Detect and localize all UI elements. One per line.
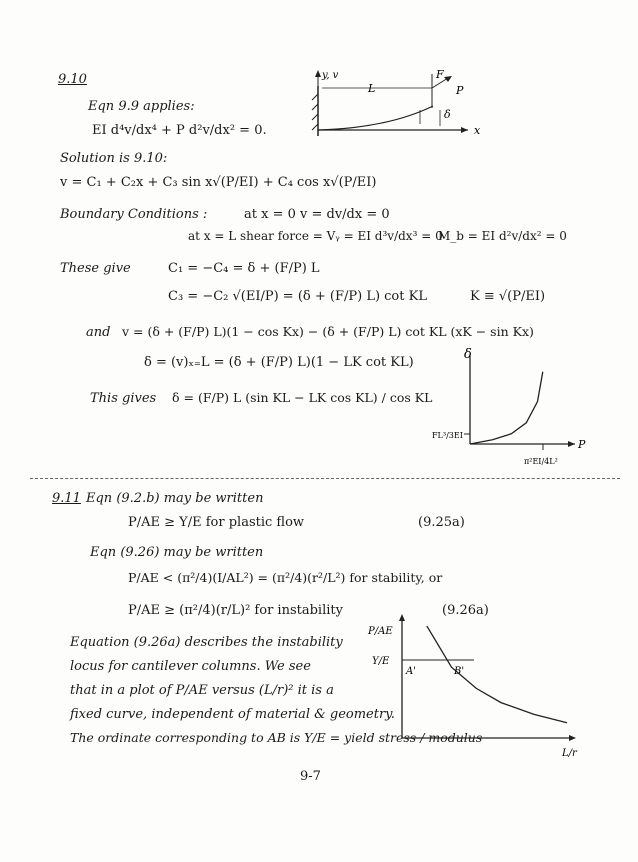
plastic-flow-inequality: P/AE ≥ Y/E for plastic flow (128, 515, 305, 530)
section-divider (30, 478, 620, 479)
bc-at-zero: at x = 0 v = dv/dx = 0 (244, 207, 390, 222)
chart2-x-label: L/r (562, 748, 577, 759)
chart2-point-b: B' (454, 666, 465, 677)
sketch-delta-label: δ (444, 108, 451, 121)
chart1-y-label: δ (464, 347, 472, 362)
governing-equation: EI d⁴v/dx⁴ + P d²v/dx² = 0. (92, 123, 267, 138)
paragraph-line-5: The ordinate corresponding to AB is Y/E = yield stress / modulus (70, 730, 483, 745)
solution-intro: Solution is 9.10: (60, 151, 168, 166)
chart1-x-tick: π²EI/4L² (524, 457, 558, 466)
delta-vs-p-chart (430, 348, 590, 478)
chart2-point-a: A' (406, 666, 416, 677)
tip-deflection-equation: δ = (v)ₓ₌L = (δ + (F/P) L)(1 − LK cot KL) (144, 355, 414, 370)
eq-applies-text: Eqn 9.9 applies: (88, 99, 195, 114)
eqn-line-2: Eqn (9.26) may be written (90, 545, 264, 560)
these-give-text: These give (60, 261, 131, 276)
k-definition: K ≡ √(P/EI) (470, 289, 546, 304)
deflection-equation: v = (δ + (F/P) L)(1 − cos Kx) − (δ + (F/P) L) cot KL (xK − sin Kx) (122, 324, 534, 339)
result-equation: δ = (F/P) L (sin KL − LK cos KL) / cos KL (172, 390, 433, 405)
and-text: and (86, 325, 111, 340)
bc-at-length: at x = L shear force = Vᵧ = EI d³v/dx³ = 0 (188, 229, 443, 243)
chart1-y-tick: FL³/3EI (432, 431, 463, 440)
eqn-line-1: Eqn (9.2.b) may be written (86, 491, 264, 506)
sketch-p-label: P (456, 84, 464, 97)
chart2-y-label: P/AE (368, 626, 393, 637)
paragraph-line-4: fixed curve, independent of material & geometry. (70, 707, 395, 722)
constant-c1: C₁ = −C₄ = δ + (F/P) L (168, 261, 320, 276)
paragraph-line-2: locus for cantilever columns. We see (70, 659, 311, 674)
sketch-l-label: L (368, 82, 376, 95)
general-solution: v = C₁ + C₂x + C₃ sin x√(P/EI) + C₄ cos x√(P/EI) (60, 175, 377, 190)
instability-locus-chart (362, 610, 582, 760)
sketch-f-label: F (436, 68, 444, 81)
sketch-v-label: y, v (322, 70, 339, 81)
bc-moment: M_b = EI d²v/dx² = 0 (438, 229, 567, 243)
eq-ref-9-26a: (9.26a) (442, 603, 489, 618)
paragraph-line-1: Equation (9.26a) describes the instability (70, 635, 343, 650)
page-number: 9-7 (300, 769, 321, 784)
bc-label: Boundary Conditions : (60, 207, 208, 222)
chart2-level-label: Y/E (372, 656, 390, 667)
problem-number-9-10: 9.10 (58, 72, 87, 87)
problem-number-9-11: 9.11 (52, 491, 81, 506)
chart1-series-line (470, 372, 543, 444)
chart2-series-line (427, 626, 567, 723)
chart1-x-label: P (578, 438, 586, 451)
constant-c3: C₃ = −C₂ √(EI/P) = (δ + (F/P) L) cot KL (168, 289, 427, 304)
cantilever-beam-sketch (308, 66, 488, 146)
paragraph-line-3: that in a plot of P/AE versus (L/r)² it is a (70, 683, 334, 698)
sketch-x-label: x (474, 124, 481, 137)
instability-inequality: P/AE ≥ (π²/4)(r/L)² for instability (128, 603, 343, 618)
this-gives-text: This gives (90, 391, 157, 406)
stability-inequality: P/AE < (π²/4)(I/AL²) = (π²/4)(r²/L²) for stability, or (128, 570, 443, 585)
eq-ref-9-25a: (9.25a) (418, 515, 465, 530)
